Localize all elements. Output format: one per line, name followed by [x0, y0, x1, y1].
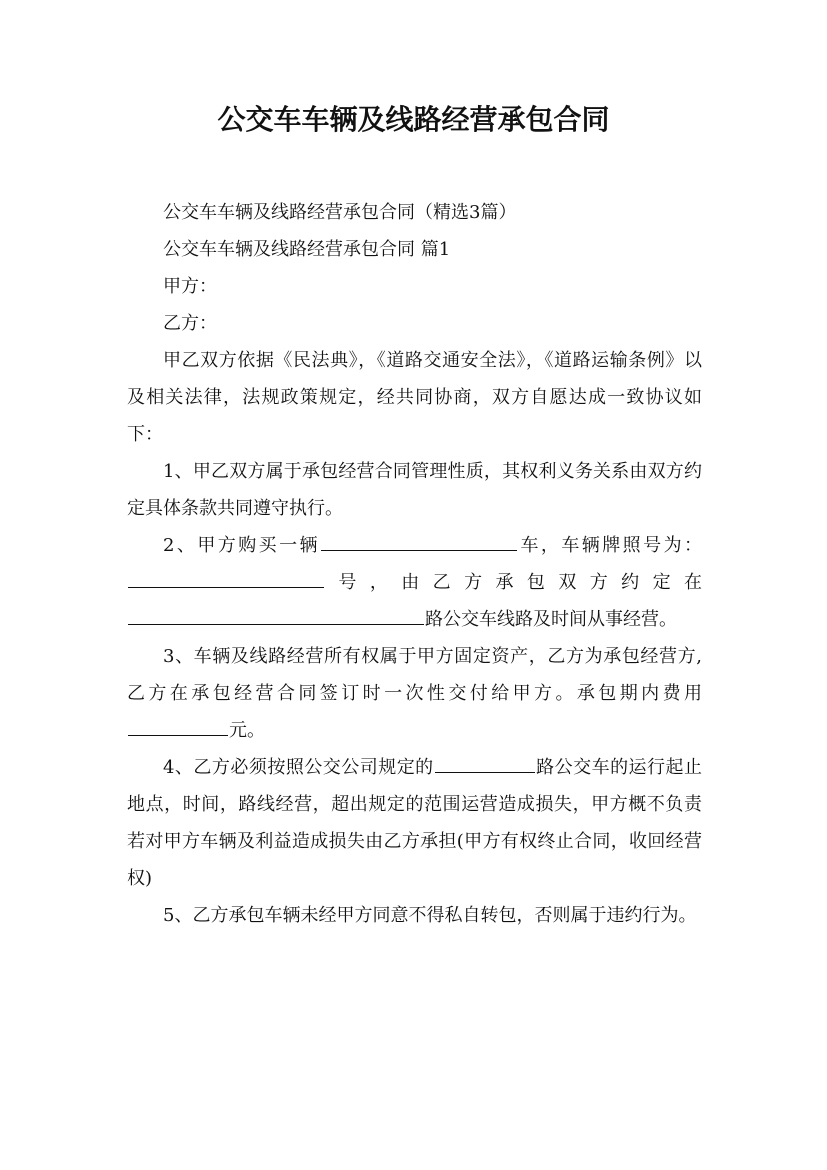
clause-5: 5、乙方承包车辆未经甲方同意不得私自转包，否则属于违约行为。	[163, 905, 697, 926]
clause-3-text-1: 3、车辆及线路经营所有权属于甲方固定资产，乙方为承包经营方,乙方在承包经营合同签订时一次性交付给甲方。承包期内费用	[127, 646, 702, 704]
clause-4-text-2: 路公交车的运行起止地点，时间，路线经营，超出规定的范围运营造成损失，甲方概不负责若对甲方车辆及利益造成损失由乙方承担(甲方有权终止合同，收回经营权)	[127, 757, 703, 889]
clause-2	[127, 527, 702, 638]
document-title: 公交车车辆及线路经营承包合同	[217, 103, 610, 136]
license-plate-blank	[128, 565, 324, 588]
vehicle-model-blank	[321, 528, 517, 551]
party-a-line: 甲方：	[163, 276, 217, 297]
fee-blank	[128, 713, 228, 736]
section-heading: 公交车车辆及线路经营承包合同 篇1	[163, 239, 451, 260]
route-blank	[128, 602, 424, 625]
clause-2-text-4: 路公交车线路及时间从事经营。	[425, 609, 677, 630]
clause-3-text-2: 元。	[229, 720, 265, 741]
clause-2-text-3: 号，由乙方承包双方约定在	[325, 572, 702, 593]
document-body	[127, 194, 702, 934]
clause-4-text-1: 4、乙方必须按照公交公司规定的	[163, 757, 434, 778]
route-number-blank	[435, 750, 535, 773]
subtitle-line: 公交车车辆及线路经营承包合同（精选3篇）	[163, 202, 517, 223]
clause-2-text-1: 2、甲方购买一辆	[163, 535, 321, 556]
clause-1: 1、甲乙双方属于承包经营合同管理性质，其权利义务关系由双方约定具体条款共同遵守执行。	[127, 461, 702, 519]
party-b-line: 乙方：	[163, 313, 217, 334]
clause-2-text-2: 车，车辆牌照号为：	[518, 535, 703, 556]
intro-paragraph: 甲乙双方依据《民法典》，《道路交通安全法》，《道路运输条例》以及相关法律，法规政策规定，经共同协商，双方自愿达成一致协议如下：	[127, 350, 702, 445]
clause-4	[127, 749, 702, 897]
clause-3	[127, 638, 702, 749]
